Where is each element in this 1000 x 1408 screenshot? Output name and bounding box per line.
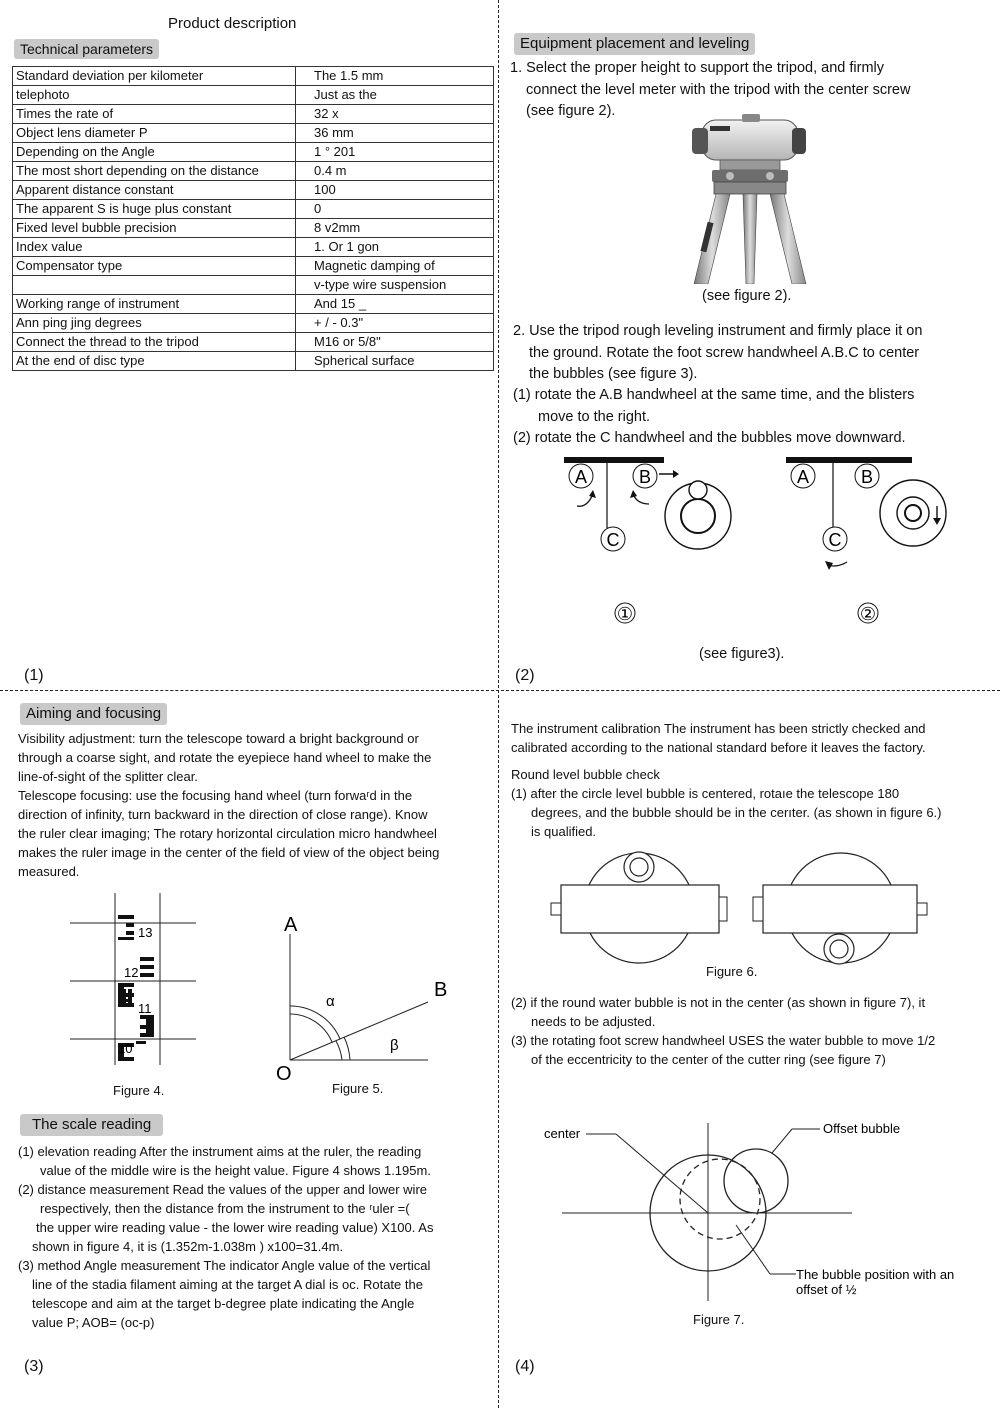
handwheel-a-label: A bbox=[574, 467, 588, 487]
parameter-value: The 1.5 mm bbox=[296, 67, 494, 86]
figure-2-caption: (see figure 2). bbox=[702, 288, 792, 304]
table-row bbox=[13, 257, 494, 276]
parameter-name: Working range of instrument bbox=[13, 295, 296, 314]
technical-parameters-tag: Technical parameters bbox=[14, 39, 159, 59]
table-row bbox=[13, 333, 494, 352]
parameter-value: Just as the bbox=[296, 86, 494, 105]
section-label-4: (4) bbox=[515, 1358, 535, 1375]
aiming-line: Visibility adjustment: turn the telescope toward a bright background or bbox=[18, 731, 419, 746]
bubble-position-label: The bubble position with an bbox=[796, 1267, 955, 1282]
scale-reading-tag: The scale reading bbox=[20, 1114, 163, 1136]
table-row bbox=[13, 67, 494, 86]
offset-bubble-label: Offset bubble bbox=[823, 1121, 901, 1136]
step1-line: connect the level meter with the tripod with the center screw bbox=[526, 81, 911, 98]
step1-line: (see figure 2). bbox=[526, 103, 616, 119]
parameter-name: The most short depending on the distance bbox=[13, 162, 296, 181]
table-row bbox=[13, 238, 494, 257]
parameter-name: Apparent distance constant bbox=[13, 181, 296, 200]
handwheel-b-label: B bbox=[638, 467, 652, 487]
figure-6-caption: Figure 6. bbox=[706, 964, 758, 979]
point-o-label: O bbox=[276, 1063, 292, 1085]
parameter-value: 32 x bbox=[296, 105, 494, 124]
bubble-position-label: offset of ½ bbox=[796, 1282, 857, 1297]
parameter-name: Times the rate of bbox=[13, 105, 296, 124]
figure-7-caption: Figure 7. bbox=[693, 1312, 745, 1327]
figure-2-level-tripod bbox=[690, 112, 810, 284]
adjust-line: (2) if the round water bubble is not in the center (as shown in figure 7), it bbox=[511, 995, 926, 1010]
table-row bbox=[13, 314, 494, 333]
parameter-name: Index value bbox=[13, 238, 296, 257]
figure-5-caption: Figure 5. bbox=[332, 1081, 384, 1096]
handwheel-c-label: C bbox=[606, 530, 620, 550]
parameter-value: 1. Or 1 gon bbox=[296, 238, 494, 257]
section-label-3: (3) bbox=[24, 1358, 44, 1375]
staff-tick-13: 13 bbox=[138, 925, 153, 940]
reading-line: line of the stadia filament aiming at the target A dial is oc. Rotate the bbox=[32, 1277, 423, 1292]
table-row bbox=[13, 124, 494, 143]
step2-line: the ground. Rotate the foot screw handwheel A.B.C to center bbox=[529, 344, 920, 361]
aiming-focusing-tag: Aiming and focusing bbox=[20, 703, 167, 725]
table-row bbox=[13, 86, 494, 105]
reading-line: (2) distance measurement Read the values of the upper and lower wire bbox=[18, 1182, 427, 1197]
check-line: (1) after the circle level bubble is centered, rotaıe the telescope 180 bbox=[511, 786, 900, 801]
point-a-label: A bbox=[284, 914, 298, 936]
reading-line: telescope and aim at the target b-degree plate indicating the Angle bbox=[32, 1296, 415, 1311]
center-label: center bbox=[544, 1126, 581, 1141]
staff-tick-10: 10 bbox=[118, 1041, 133, 1056]
substeps-text bbox=[513, 385, 993, 450]
table-row bbox=[13, 352, 494, 371]
parameter-value: 0.4 m bbox=[296, 162, 494, 181]
adjust-line: (3) the rotating foot screw handwheel USES the water bubble to move 1/2 bbox=[511, 1033, 936, 1048]
parameter-name: Connect the thread to the tripod bbox=[13, 333, 296, 352]
parameters-table bbox=[12, 66, 494, 371]
parameter-value: M16 or 5/8" bbox=[296, 333, 494, 352]
figure-6-bubble-check bbox=[545, 845, 935, 970]
check-line: is qualified. bbox=[531, 824, 597, 839]
parameter-name: Ann ping jing degrees bbox=[13, 314, 296, 333]
parameter-value: And 15 _ bbox=[296, 295, 494, 314]
parameter-value: v-type wire suspension bbox=[296, 276, 494, 295]
figure-4-leveling-staff bbox=[70, 893, 200, 1073]
parameter-value: 1 ° 201 bbox=[296, 143, 494, 162]
figure-3-leveling-diagram bbox=[555, 450, 955, 630]
point-b-label: B bbox=[434, 979, 448, 1001]
scale-reading-text bbox=[18, 1142, 496, 1332]
step1-line: 1. Select the proper height to support the tripod, and firmly bbox=[510, 60, 884, 76]
table-row bbox=[13, 181, 494, 200]
parameter-value: 0 bbox=[296, 200, 494, 219]
table-row bbox=[13, 276, 494, 295]
aiming-focusing-text bbox=[18, 729, 496, 881]
parameter-name: Compensator type bbox=[13, 257, 296, 276]
reading-line: respectively, then the distance from the instrument to the ʳuler =( bbox=[40, 1201, 410, 1216]
parameter-name: Depending on the Angle bbox=[13, 143, 296, 162]
parameter-name: telephoto bbox=[13, 86, 296, 105]
staff-tick-11: 11 bbox=[138, 1001, 152, 1016]
handwheel-a-label: A bbox=[796, 467, 810, 487]
beta-label: β bbox=[390, 1037, 399, 1054]
panel-2-number: ② bbox=[859, 604, 877, 624]
substep-line: (1) rotate the A.B handwheel at the same time, and the blisters bbox=[513, 387, 915, 403]
parameter-value: 8 v2mm bbox=[296, 219, 494, 238]
figure-5-angle-diagram bbox=[270, 908, 470, 1088]
figure-7-offset-bubble bbox=[540, 1115, 980, 1305]
product-description-heading: Product description bbox=[168, 15, 297, 32]
step2-line: the bubbles (see figure 3). bbox=[529, 366, 698, 382]
table-row bbox=[13, 219, 494, 238]
table-row bbox=[13, 105, 494, 124]
focusing-line: makes the ruler image in the center of the field of view of the object being bbox=[18, 845, 440, 860]
table-row bbox=[13, 200, 494, 219]
section-label-1: (1) bbox=[24, 667, 44, 684]
alpha-label: α bbox=[326, 993, 335, 1010]
reading-line: shown in figure 4, it is (1.352m-1.038m ) x100=31.4m. bbox=[32, 1239, 344, 1254]
equipment-placement-tag: Equipment placement and leveling bbox=[514, 33, 755, 55]
table-row bbox=[13, 295, 494, 314]
aiming-line: line-of-sight of the splitter clear. bbox=[18, 769, 198, 784]
figure-3-caption: (see figure3). bbox=[699, 646, 785, 662]
handwheel-b-label: B bbox=[860, 467, 874, 487]
parameter-name: Fixed level bubble precision bbox=[13, 219, 296, 238]
handwheel-c-label: C bbox=[828, 530, 842, 550]
adjust-line: of the eccentricity to the center of the cutter ring (see figure 7) bbox=[531, 1052, 886, 1067]
reading-line: value of the middle wire is the height value. Figure 4 shows 1.195m. bbox=[40, 1163, 431, 1178]
parameter-value: Magnetic damping of bbox=[296, 257, 494, 276]
step2-line: 2. Use the tripod rough leveling instrument and firmly place it on bbox=[513, 323, 923, 339]
parameter-value: + / - 0.3" bbox=[296, 314, 494, 333]
substep-line: move to the right. bbox=[538, 408, 651, 425]
parameter-value: 100 bbox=[296, 181, 494, 200]
staff-tick-12: 12 bbox=[124, 965, 139, 980]
calibration-text bbox=[511, 719, 991, 841]
parameter-name: Object lens diameter P bbox=[13, 124, 296, 143]
adjust-line: needs to be adjusted. bbox=[531, 1014, 656, 1029]
vertical-divider bbox=[498, 0, 499, 1408]
calibration-line: The instrument calibration The instrument has been strictly checked and bbox=[511, 721, 926, 736]
focusing-line: direction of infinity, turn backward in the direction of close range). Know bbox=[18, 807, 428, 822]
reading-line: value P; AOB= (oc-p) bbox=[32, 1315, 155, 1330]
aiming-line: through a coarse sight, and rotate the eyepiece hand wheel to make the bbox=[18, 750, 432, 765]
focusing-line: measured. bbox=[18, 864, 80, 879]
check-line: degrees, and the bubble should be in the cerıter. (as shown in figure 6.) bbox=[531, 805, 942, 820]
round-bubble-title: Round level bubble check bbox=[511, 767, 660, 782]
calibration-line: calibrated according to the national standard before it leaves the factory. bbox=[511, 740, 926, 755]
reading-line: (3) method Angle measurement The indicator Angle value of the vertical bbox=[18, 1258, 431, 1273]
parameter-name: Standard deviation per kilometer bbox=[13, 67, 296, 86]
table-row bbox=[13, 143, 494, 162]
focusing-line: the ruler clear imaging; The rotary horizontal circulation micro handwheel bbox=[18, 826, 437, 841]
parameter-name bbox=[13, 276, 296, 295]
section-label-2: (2) bbox=[515, 667, 535, 684]
parameter-value: Spherical surface bbox=[296, 352, 494, 371]
reading-line: the upper wire reading value - the lower wire reading value) X100. As bbox=[36, 1220, 434, 1235]
parameter-name: At the end of disc type bbox=[13, 352, 296, 371]
panel-1-number: ① bbox=[616, 604, 634, 624]
table-row bbox=[13, 162, 494, 181]
reading-line: (1) elevation reading After the instrument aims at the ruler, the reading bbox=[18, 1144, 422, 1159]
parameter-name: The apparent S is huge plus constant bbox=[13, 200, 296, 219]
parameter-value: 36 mm bbox=[296, 124, 494, 143]
focusing-line: Telescope focusing: use the focusing hand wheel (turn forwaʳd in the bbox=[18, 788, 413, 803]
step2-text bbox=[513, 321, 993, 386]
figure-4-caption: Figure 4. bbox=[113, 1083, 165, 1098]
substep-line: (2) rotate the C handwheel and the bubbles move downward. bbox=[513, 430, 906, 446]
horizontal-divider bbox=[0, 690, 1000, 691]
adjustment-text bbox=[511, 993, 991, 1069]
